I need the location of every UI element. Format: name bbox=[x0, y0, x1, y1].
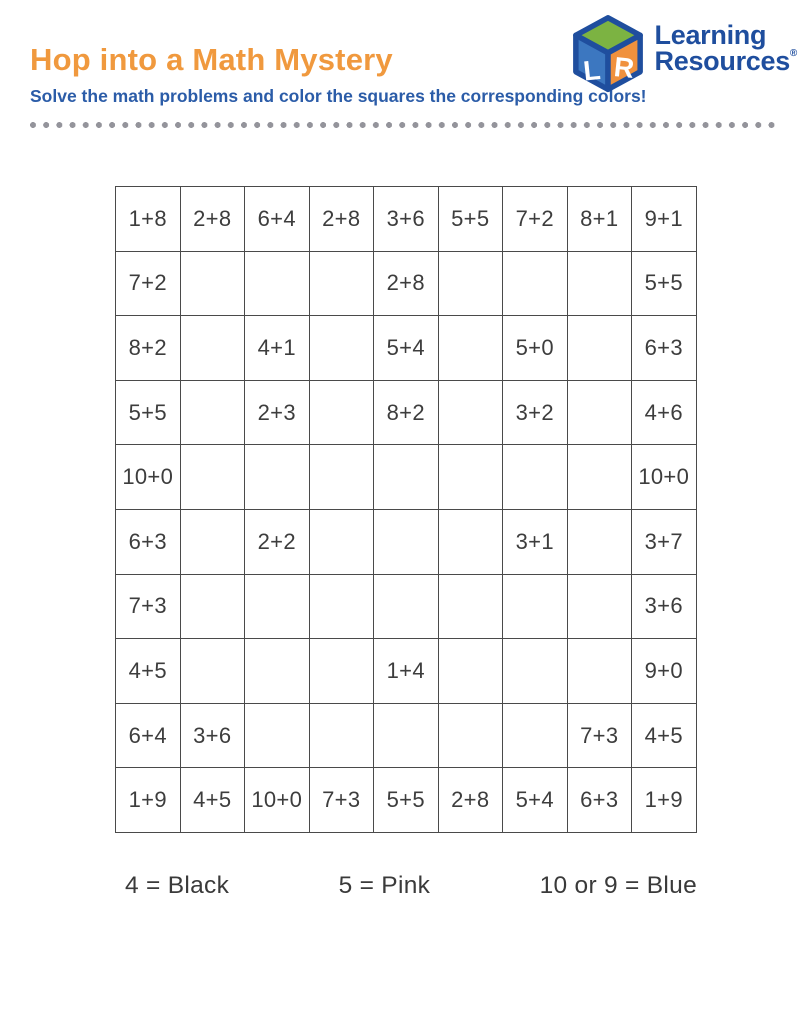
grid-cell bbox=[309, 509, 374, 574]
grid-cell bbox=[438, 445, 503, 510]
grid-cell: 7+2 bbox=[116, 251, 181, 316]
cube-letter-r: R bbox=[612, 50, 636, 84]
grid-cell: 8+2 bbox=[116, 316, 181, 381]
grid-cell bbox=[438, 251, 503, 316]
page-subtitle: Solve the math problems and color the squares the corresponding colors! bbox=[30, 86, 647, 106]
cube-letter-l: L bbox=[581, 54, 602, 87]
grid-cell: 4+5 bbox=[632, 703, 697, 768]
grid-cell bbox=[309, 251, 374, 316]
grid-cell bbox=[567, 380, 632, 445]
grid-cell: 4+5 bbox=[116, 639, 181, 704]
grid-cell: 7+3 bbox=[567, 703, 632, 768]
grid-cell: 3+2 bbox=[503, 380, 568, 445]
grid-cell bbox=[503, 639, 568, 704]
legend-item: 10 or 9 = Blue bbox=[539, 872, 697, 899]
grid-cell bbox=[309, 703, 374, 768]
grid-cell bbox=[503, 251, 568, 316]
grid-cell: 4+6 bbox=[632, 380, 697, 445]
grid-cell bbox=[438, 509, 503, 574]
grid-row bbox=[116, 316, 697, 381]
grid-cell bbox=[309, 639, 374, 704]
math-puzzle-grid bbox=[115, 186, 697, 833]
grid-cell bbox=[180, 251, 245, 316]
grid-cell: 6+3 bbox=[116, 509, 181, 574]
grid-cell: 3+6 bbox=[180, 703, 245, 768]
grid-cell bbox=[245, 703, 310, 768]
grid-row bbox=[116, 187, 697, 252]
grid-cell bbox=[374, 703, 439, 768]
grid-cell: 6+4 bbox=[245, 187, 310, 252]
grid-cell bbox=[245, 445, 310, 510]
grid-cell: 1+4 bbox=[374, 639, 439, 704]
grid-row bbox=[116, 768, 697, 833]
grid-cell bbox=[245, 574, 310, 639]
grid-row bbox=[116, 445, 697, 510]
grid-cell: 5+5 bbox=[632, 251, 697, 316]
grid-cell: 6+4 bbox=[116, 703, 181, 768]
grid-cell: 3+6 bbox=[632, 574, 697, 639]
grid-cell bbox=[567, 509, 632, 574]
grid-row bbox=[116, 703, 697, 768]
grid-cell bbox=[438, 380, 503, 445]
grid-cell bbox=[180, 509, 245, 574]
grid-cell: 9+1 bbox=[632, 187, 697, 252]
grid-cell bbox=[567, 251, 632, 316]
grid-cell: 3+1 bbox=[503, 509, 568, 574]
grid-cell: 1+9 bbox=[632, 768, 697, 833]
dotted-divider bbox=[30, 121, 780, 129]
grid-cell: 3+7 bbox=[632, 509, 697, 574]
grid-cell bbox=[438, 639, 503, 704]
registered-mark: ® bbox=[789, 48, 797, 60]
grid-cell: 8+1 bbox=[567, 187, 632, 252]
grid-row bbox=[116, 509, 697, 574]
grid-cell bbox=[567, 445, 632, 510]
grid-row bbox=[116, 251, 697, 316]
page-title: Hop into a Math Mystery bbox=[30, 42, 393, 77]
grid-cell bbox=[180, 380, 245, 445]
legend-item: 4 = Black bbox=[125, 872, 230, 899]
grid-cell bbox=[245, 639, 310, 704]
grid-row bbox=[116, 574, 697, 639]
grid-cell: 5+4 bbox=[503, 768, 568, 833]
grid-cell: 2+2 bbox=[245, 509, 310, 574]
grid-cell bbox=[567, 574, 632, 639]
grid-cell: 6+3 bbox=[567, 768, 632, 833]
grid-cell: 6+3 bbox=[632, 316, 697, 381]
grid-cell bbox=[309, 316, 374, 381]
grid-cell: 1+8 bbox=[116, 187, 181, 252]
grid-cell bbox=[374, 509, 439, 574]
grid-cell: 1+9 bbox=[116, 768, 181, 833]
grid-cell: 7+2 bbox=[503, 187, 568, 252]
grid-cell: 4+1 bbox=[245, 316, 310, 381]
grid-cell: 5+5 bbox=[438, 187, 503, 252]
grid-cell: 4+5 bbox=[180, 768, 245, 833]
grid-cell bbox=[567, 316, 632, 381]
grid-cell: 5+0 bbox=[503, 316, 568, 381]
grid-cell: 8+2 bbox=[374, 380, 439, 445]
grid-cell: 3+6 bbox=[374, 187, 439, 252]
grid-cell: 5+5 bbox=[116, 380, 181, 445]
grid-cell bbox=[309, 380, 374, 445]
grid-cell bbox=[503, 703, 568, 768]
grid-cell: 10+0 bbox=[245, 768, 310, 833]
logo-line2: Resources bbox=[654, 46, 790, 77]
grid-cell: 2+8 bbox=[180, 187, 245, 252]
grid-cell: 2+8 bbox=[374, 251, 439, 316]
grid-cell: 10+0 bbox=[632, 445, 697, 510]
grid-cell: 2+8 bbox=[309, 187, 374, 252]
grid-cell: 2+8 bbox=[438, 768, 503, 833]
grid-cell bbox=[503, 445, 568, 510]
grid-cell bbox=[438, 703, 503, 768]
grid-cell bbox=[503, 574, 568, 639]
grid-cell bbox=[438, 316, 503, 381]
grid-cell bbox=[180, 639, 245, 704]
legend-item: 5 = Pink bbox=[338, 872, 431, 899]
grid-cell bbox=[309, 445, 374, 510]
logo-wordmark bbox=[655, 22, 797, 75]
grid-cell bbox=[245, 251, 310, 316]
grid-cell bbox=[374, 445, 439, 510]
grid-cell: 5+4 bbox=[374, 316, 439, 381]
color-legend bbox=[115, 872, 697, 900]
grid-cell: 2+3 bbox=[245, 380, 310, 445]
grid-cell bbox=[180, 574, 245, 639]
grid-row bbox=[116, 639, 697, 704]
grid-cell bbox=[309, 574, 374, 639]
grid-cell bbox=[438, 574, 503, 639]
grid-cell: 7+3 bbox=[116, 574, 181, 639]
grid-cell bbox=[180, 445, 245, 510]
learning-resources-logo bbox=[570, 13, 797, 97]
grid-cell bbox=[180, 316, 245, 381]
grid-cell bbox=[374, 574, 439, 639]
grid-row bbox=[116, 380, 697, 445]
lr-cube-icon bbox=[570, 13, 646, 97]
logo-line1: Learning bbox=[654, 20, 767, 50]
grid-cell: 9+0 bbox=[632, 639, 697, 704]
grid-cell: 7+3 bbox=[309, 768, 374, 833]
grid-cell bbox=[567, 639, 632, 704]
grid-cell: 10+0 bbox=[116, 445, 181, 510]
grid-cell: 5+5 bbox=[374, 768, 439, 833]
